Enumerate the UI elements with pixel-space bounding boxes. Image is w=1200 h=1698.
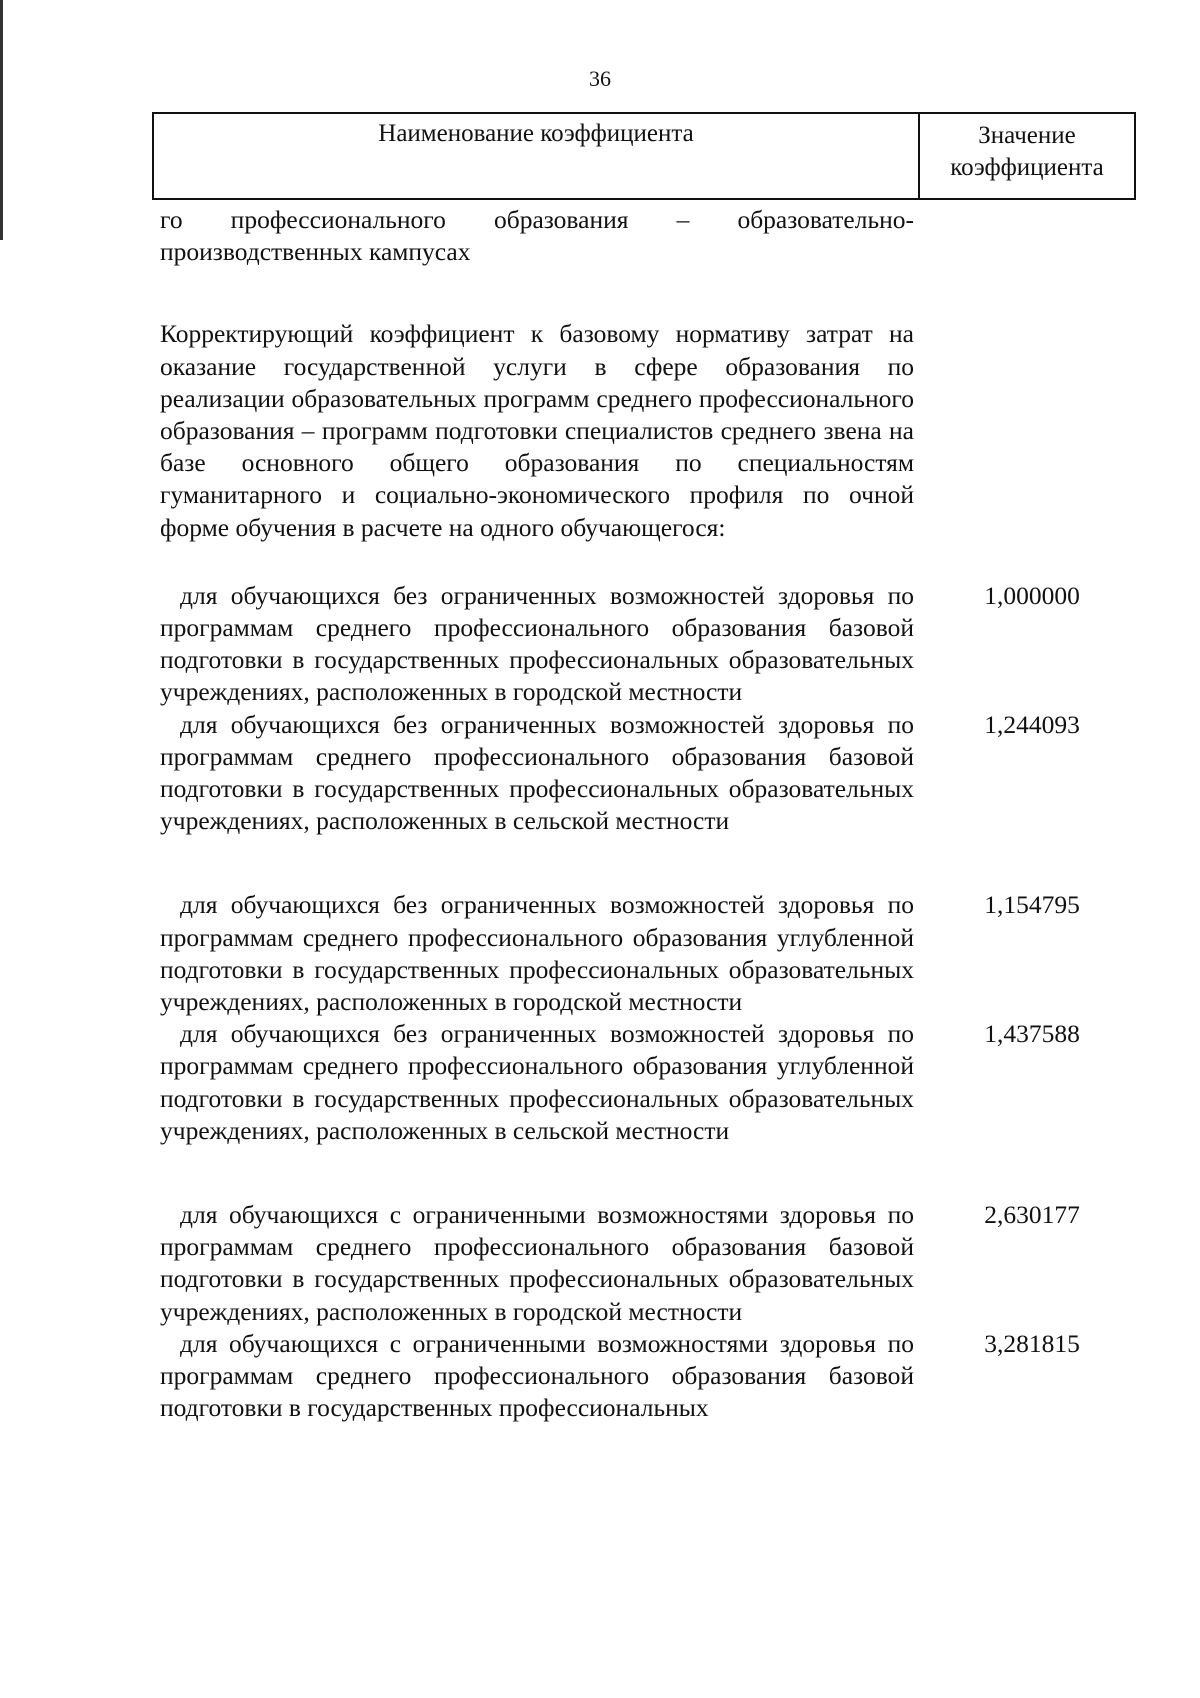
coefficient-description: для обучающихся с ограниченными возможностями здоровья по программам среднего профессионального образования базовой подготовки в государственных профессиональных образовательных учреждениях, расположенных в городской местности xyxy=(160,1200,914,1326)
coefficient-row xyxy=(160,889,1150,1018)
coefficient-description: для обучающихся с ограниченными возможностями здоровья по программам среднего профессионального образования базовой подготовки в государственных профессиональных xyxy=(160,1328,914,1423)
continuation-text: го профессионального образования – образовательно-производственных кампусах xyxy=(160,205,914,267)
coefficient-row xyxy=(160,1328,1150,1425)
coefficient-intro: Корректирующий коэффициент к базовому нормативу затрат на оказание государственной услуги в сфере образования по реализации образовательных программ среднего профессионального образования – программ подготовки специалистов среднего звена на базе основного общего образования по специальностям гуманитарного и социально-экономического профиля по очной форме обучения в расчете на одного обучающегося: xyxy=(160,319,914,542)
page-number: 36 xyxy=(589,66,611,91)
coefficient-row xyxy=(160,580,1150,709)
coefficient-value: 1,244093 xyxy=(984,709,1080,739)
table-header xyxy=(152,112,1136,200)
scan-edge-line xyxy=(0,0,3,240)
coefficient-row xyxy=(160,1018,1150,1147)
coefficient-value: 1,154795 xyxy=(984,890,1080,920)
coefficient-description: для обучающихся без ограниченных возможностей здоровья по программам среднего профессионального образования базовой подготовки в государственных профессиональных образовательных учреждениях, расположенных в городской местности xyxy=(160,580,914,707)
coefficient-description: для обучающихся без ограниченных возможностей здоровья по программам среднего профессионального образования углубленной подготовки в государственных профессиональных образовательных учреждениях, расположенных в городской местности xyxy=(160,890,914,1017)
coefficient-value: 1,437588 xyxy=(984,1019,1080,1049)
coefficient-value: 1,000000 xyxy=(984,580,1080,610)
coefficient-row xyxy=(160,1199,1150,1328)
column-header-name: Наименование коэффициента xyxy=(154,114,920,198)
column-header-value: Значение коэффициента xyxy=(950,122,1104,181)
coefficient-row xyxy=(160,709,1150,838)
coefficient-description: для обучающихся без ограниченных возможностей здоровья по программам среднего профессионального образования базовой подготовки в государственных профессиональных образовательных учреждениях, расположенных в сельской местности xyxy=(160,709,914,836)
coefficient-value: 3,281815 xyxy=(984,1328,1080,1358)
coefficient-description: для обучающихся без ограниченных возможностей здоровья по программам среднего профессионального образования углубленной подготовки в государственных профессиональных образовательных учреждениях, расположенных в сельской местности xyxy=(160,1019,914,1145)
coefficient-value: 2,630177 xyxy=(984,1200,1080,1230)
document-body xyxy=(160,204,1150,1425)
